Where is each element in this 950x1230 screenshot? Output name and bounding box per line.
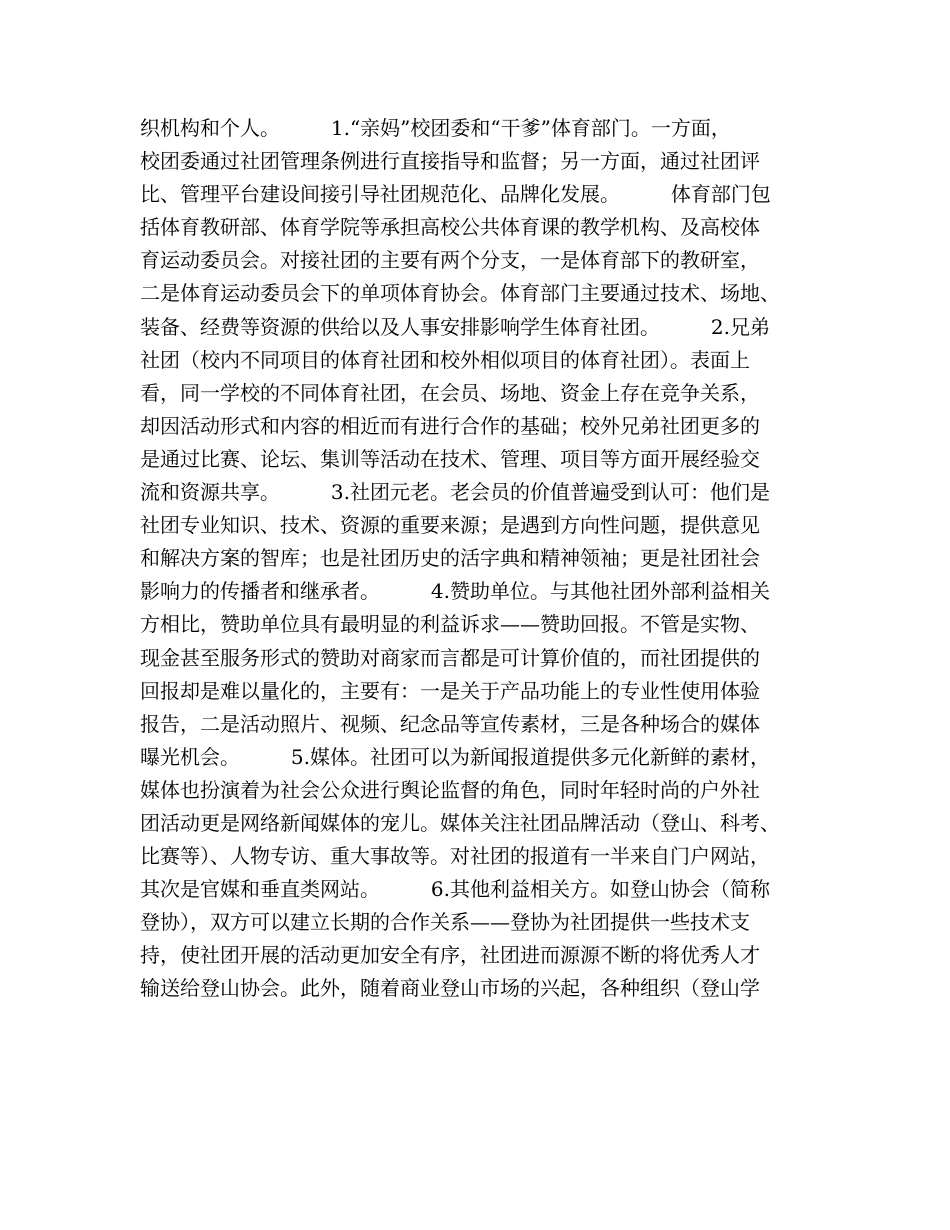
text-line: 织机构和个人。 1.“亲妈”校团委和“干爹”体育部门。一方面，: [140, 116, 731, 140]
text-line: 二是体育运动委员会下的单项体育协会。体育部门主要通过技术、场地、: [140, 281, 780, 306]
text-line: 育运动委员会。对接社团的主要有两个分支，一是体育部下的教研室，: [140, 248, 760, 273]
text-line: 是通过比赛、论坛、集训等活动在技术、管理、项目等方面开展经验交: [140, 446, 760, 471]
text-line: 回报却是难以量化的，主要有：一是关于产品功能上的专业性使用体验: [140, 678, 760, 703]
text-line: 持，使社团开展的活动更加安全有序，社团进而源源不断的将优秀人才: [140, 943, 760, 968]
text-line: 报告，二是活动照片、视频、纪念品等宣传素材，三是各种场合的媒体: [140, 711, 760, 736]
text-line: 装备、经费等资源的供给以及人事安排影响学生体育社团。 2.兄弟: [140, 314, 770, 339]
text-line: 现金甚至服务形式的赞助对商家而言都是可计算价值的，而社团提供的: [140, 645, 760, 670]
text-line: 社团（校内不同项目的体育社团和校外相似项目的体育社团）。表面上: [140, 347, 750, 372]
text-line: 登协），双方可以建立长期的合作关系——登协为社团提供一些技术支: [140, 910, 750, 935]
text-line: 看，同一学校的不同体育社团，在会员、场地、资金上存在竞争关系，: [140, 380, 760, 405]
text-line: 比赛等）、人物专访、重大事故等。对社团的报道有一半来自门户网站，: [140, 844, 770, 869]
text-line: 比、管理平台建设间接引导社团规范化、品牌化发展。 体育部门包: [140, 182, 771, 207]
body-text: [140, 112, 830, 1006]
text-line: 影响力的传播者和继承者。 4.赞助单位。与其他社团外部利益相关: [140, 579, 770, 604]
text-line: 流和资源共享。 3.社团元老。老会员的价值普遍受到认可：他们是: [140, 480, 770, 505]
text-line: 其次是官媒和垂直类网站。 6.其他利益相关方。如登山协会（简称: [140, 877, 770, 902]
text-line: 媒体也扮演着为社会公众进行舆论监督的角色，同时年轻时尚的户外社: [140, 777, 760, 802]
text-line: 方相比，赞助单位具有最明显的利益诉求——赞助回报。不管是实物、: [140, 612, 760, 637]
text-line: 校团委通过社团管理条例进行直接指导和监督；另一方面，通过社团评: [140, 149, 760, 174]
text-line: 曝光机会。 5.媒体。社团可以为新闻报道提供多元化新鲜的素材，: [140, 744, 770, 769]
text-line: 社团专业知识、技术、资源的重要来源；是遇到方向性问题，提供意见: [140, 513, 760, 538]
text-line: 和解决方案的智库；也是社团历史的活字典和精神领袖；更是社团社会: [140, 546, 760, 571]
text-line: 输送给登山协会。此外，随着商业登山市场的兴起，各种组织（登山学: [140, 976, 760, 1001]
text-line: 却因活动形式和内容的相近而有进行合作的基础；校外兄弟社团更多的: [140, 413, 760, 438]
text-line: 团活动更是网络新闻媒体的宠儿。媒体关注社团品牌活动（登山、科考、: [140, 810, 780, 835]
text-line: 括体育教研部、体育学院等承担高校公共体育课的教学机构、及高校体: [140, 215, 760, 240]
